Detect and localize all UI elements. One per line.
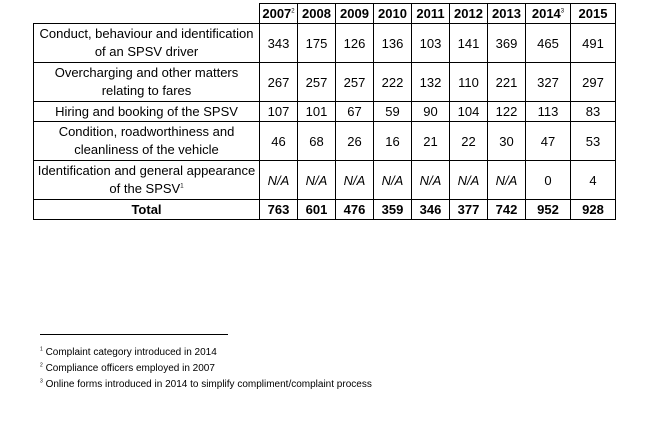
total-value: 763: [260, 200, 298, 220]
table-row: [34, 161, 616, 200]
total-row: [34, 200, 616, 220]
total-label: Total: [34, 200, 260, 220]
footnote-item: $^2$ Compliance officers employed in 2007: [40, 362, 215, 374]
value-cell: N/A: [412, 161, 450, 200]
category-cell: Conduct, behaviour and identification of an SPSV driver: [34, 24, 260, 63]
value-cell: 107: [260, 102, 298, 122]
total-value: 476: [336, 200, 374, 220]
value-cell: 22: [450, 122, 488, 161]
value-cell: 221: [488, 63, 526, 102]
year-header: 2009: [336, 4, 374, 24]
value-cell: 47: [526, 122, 571, 161]
value-cell: N/A: [260, 161, 298, 200]
category-cell: Identification and general appearance of the SPSV$^1$: [34, 161, 260, 200]
value-cell: 53: [571, 122, 616, 161]
year-header: 2015: [571, 4, 616, 24]
year-header: 2008: [298, 4, 336, 24]
value-cell: N/A: [488, 161, 526, 200]
complaints-table: [33, 3, 616, 220]
value-cell: N/A: [450, 161, 488, 200]
category-cell: Overcharging and other matters relating to fares: [34, 63, 260, 102]
value-cell: 343: [260, 24, 298, 63]
total-value: 742: [488, 200, 526, 220]
value-cell: 126: [336, 24, 374, 63]
value-cell: 327: [526, 63, 571, 102]
value-cell: N/A: [298, 161, 336, 200]
value-cell: 175: [298, 24, 336, 63]
footnote-item: $^1$ Complaint category introduced in 2014: [40, 346, 217, 358]
value-cell: 297: [571, 63, 616, 102]
value-cell: 101: [298, 102, 336, 122]
value-cell: 136: [374, 24, 412, 63]
value-cell: 257: [298, 63, 336, 102]
table-row: [34, 122, 616, 161]
header-blank-cell: [34, 4, 260, 24]
value-cell: 21: [412, 122, 450, 161]
table-row: [34, 63, 616, 102]
value-cell: 465: [526, 24, 571, 63]
value-cell: 104: [450, 102, 488, 122]
value-cell: 59: [374, 102, 412, 122]
value-cell: 83: [571, 102, 616, 122]
total-value: 952: [526, 200, 571, 220]
value-cell: 67: [336, 102, 374, 122]
value-cell: 267: [260, 63, 298, 102]
year-header: 2012: [450, 4, 488, 24]
value-cell: 90: [412, 102, 450, 122]
value-cell: 0: [526, 161, 571, 200]
value-cell: 103: [412, 24, 450, 63]
value-cell: 68: [298, 122, 336, 161]
value-cell: N/A: [374, 161, 412, 200]
value-cell: 491: [571, 24, 616, 63]
value-cell: 132: [412, 63, 450, 102]
footnotes: [40, 345, 372, 393]
value-cell: N/A: [336, 161, 374, 200]
footnote-item: $^3$ Online forms introduced in 2014 to simplify compliment/complaint process: [40, 378, 372, 390]
table-row: [34, 24, 616, 63]
value-cell: 46: [260, 122, 298, 161]
footnote-divider: [40, 334, 228, 335]
year-header: 2014$^3$: [526, 4, 571, 24]
value-cell: 30: [488, 122, 526, 161]
category-cell: Hiring and booking of the SPSV: [34, 102, 260, 122]
value-cell: 222: [374, 63, 412, 102]
year-header: 2011: [412, 4, 450, 24]
value-cell: 257: [336, 63, 374, 102]
total-value: 377: [450, 200, 488, 220]
value-cell: 369: [488, 24, 526, 63]
value-cell: 16: [374, 122, 412, 161]
year-header: 2013: [488, 4, 526, 24]
value-cell: 110: [450, 63, 488, 102]
value-cell: 141: [450, 24, 488, 63]
category-cell: Condition, roadworthiness and cleanliness of the vehicle: [34, 122, 260, 161]
value-cell: 113: [526, 102, 571, 122]
year-header: 2007$^2$: [260, 4, 298, 24]
total-value: 601: [298, 200, 336, 220]
header-row: [34, 4, 616, 24]
total-value: 346: [412, 200, 450, 220]
table-row: [34, 102, 616, 122]
value-cell: 4: [571, 161, 616, 200]
total-value: 359: [374, 200, 412, 220]
year-header: 2010: [374, 4, 412, 24]
value-cell: 122: [488, 102, 526, 122]
value-cell: 26: [336, 122, 374, 161]
total-value: 928: [571, 200, 616, 220]
